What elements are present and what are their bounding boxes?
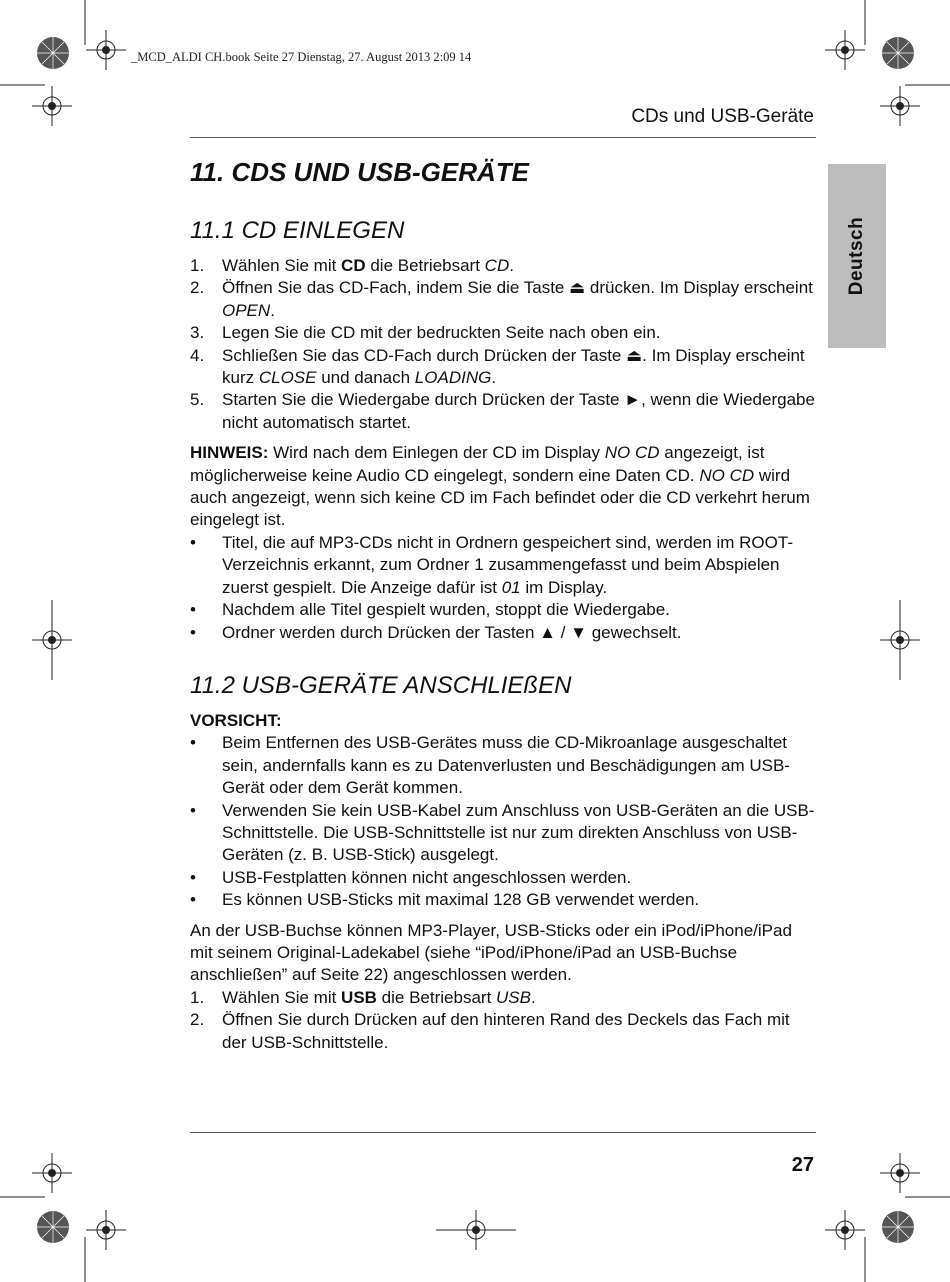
note-paragraph: HINWEIS: Wird nach dem Einlegen der CD im Display NO CD angezeigt, ist möglicherweise keine Audio CD eingelegt, sondern eine Daten CD. NO CD wird auch angezeigt, wenn sich keine CD im Fach befindet oder die CD verkehrt herum eingelegt ist. — [190, 443, 810, 530]
chapter-title: 11. CDS UND USB-GERÄTE — [190, 157, 530, 187]
list-item: • USB-Festplatten können nicht angeschlossen werden. — [190, 867, 632, 887]
usb-steps-list — [190, 987, 818, 1054]
file-info-line: _MCD_ALDI CH.book Seite 27 Dienstag, 27. August 2013 2:09 14 — [131, 50, 472, 64]
usb-bullets-list — [190, 732, 818, 911]
page-content — [190, 155, 818, 1054]
list-item: 3. Legen Sie die CD mit der bedruckten Seite nach oben ein. — [190, 323, 661, 343]
list-item: 4. Schließen Sie das CD-Fach durch Drücken der Taste ⏏. Im Display erscheint kurz CLOSE und danach LOADING. — [190, 345, 805, 388]
list-item: 2. Öffnen Sie das CD-Fach, indem Sie die Taste ⏏ drücken. Im Display erscheint OPEN. — [190, 278, 813, 320]
list-item: • Ordner werden durch Drücken der Tasten ▲ / ▼ gewechselt. — [190, 622, 682, 642]
section-title-cd: 11.1 CD EINLEGEN — [190, 217, 405, 244]
list-item: • Verwenden Sie kein USB-Kabel zum Anschluss von USB-Geräten an die USB-Schnittstelle. Die USB-Schnittstelle ist nur zum direkten Anschluss von USB-Geräten (z. B. USB-Stick) ausgelegt. — [190, 800, 815, 865]
language-tab-label: Deutsch — [846, 216, 867, 296]
header-rule — [190, 137, 816, 138]
usb-paragraph: An der USB-Buchse können MP3-Player, USB-Sticks oder ein iPod/iPhone/iPad mit seinem Original-Ladekabel (siehe “iPod/iPhone/iPad an USB-Buchse anschließen” auf Seite 22) angeschlossen werden. — [190, 920, 792, 985]
language-tab — [828, 164, 886, 348]
list-item: 1. Wählen Sie mit USB die Betriebsart USB. — [190, 987, 536, 1007]
list-item: 1. Wählen Sie mit CD die Betriebsart CD. — [190, 256, 514, 275]
cd-steps-list — [190, 255, 818, 434]
caution-label: VORSICHT: — [190, 710, 282, 730]
list-item: • Beim Entfernen des USB-Gerätes muss die CD-Mikroanlage ausgeschaltet sein, andernfalls kann es zu Datenverlusten und Beschädigungen am USB-Gerät oder dem Gerät kommen. — [190, 733, 790, 798]
list-item: 2. Öffnen Sie durch Drücken auf den hinteren Rand des Deckels das Fach mit der USB-Schnittstelle. — [190, 1010, 790, 1052]
footer-rule — [190, 1132, 816, 1133]
page-number: 27 — [791, 1154, 814, 1176]
running-head: CDs und USB-Geräte — [631, 106, 814, 127]
section-title-usb: 11.2 USB-GERÄTE ANSCHLIEßEN — [190, 671, 572, 699]
list-item: • Titel, die auf MP3-CDs nicht in Ordnern gespeichert sind, werden im ROOT-Verzeichnis erkannt, zum Ordner 1 zusammengefasst und beim Abspielen zuerst gespielt. Die Anzeige dafür ist 01 im Display. — [190, 532, 793, 597]
cd-bullets-list — [190, 532, 818, 644]
list-item: • Nachdem alle Titel gespielt wurden, stoppt die Wiedergabe. — [190, 600, 670, 620]
list-item: • Es können USB-Sticks mit maximal 128 GB verwendet werden. — [190, 890, 700, 910]
list-item: 5. Starten Sie die Wiedergabe durch Drücken der Taste ►, wenn die Wiedergabe nicht automatisch startet. — [190, 390, 815, 432]
